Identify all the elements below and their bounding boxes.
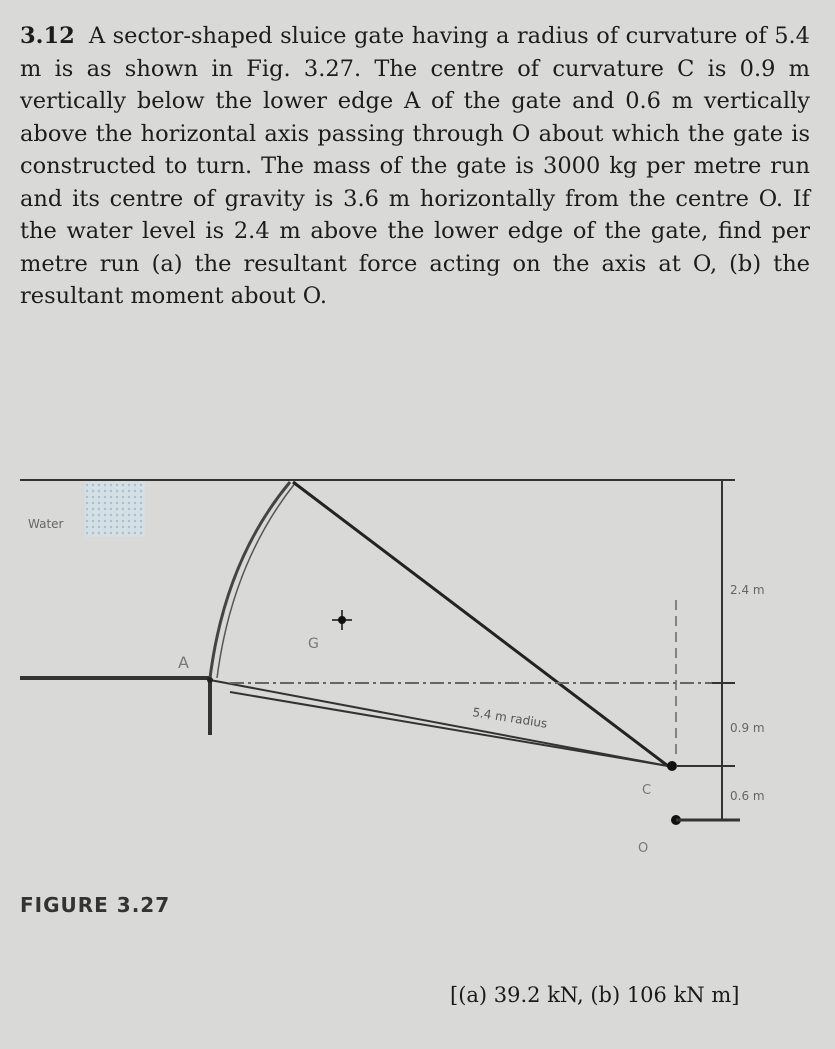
- answer-text: [(a) 39.2 kN, (b) 106 kN m]: [450, 983, 740, 1007]
- problem-number: 3.12: [20, 23, 75, 49]
- gate-curved-face-inner: [217, 482, 296, 678]
- water-label: Water: [28, 517, 64, 531]
- dim-2-4-label: 2.4 m: [730, 583, 765, 597]
- radius-line: [230, 692, 668, 766]
- point-c-label: C: [642, 783, 652, 798]
- water-hatch: [85, 482, 145, 537]
- point-a-marker: [207, 677, 213, 683]
- figure-caption: FIGURE 3.27: [20, 893, 171, 917]
- problem-text: A sector-shaped sluice gate having a radius of curvature of 5.4 m is as shown in Fig. 3.27. The centre of curvature C is 0.9 m vertically below the lower edge A of the gate and 0.6 m vertically above the horizontal axis passing through O about which the gate is constructed to turn. The mass of the gate is 3000 kg per metre run and its centre of gravity is 3.6 m horizontally from the centre O. If the water level is 2.4 m above the lower edge of the gate, find per metre run (a) the resultant force acting on the axis at O, (b) the resultant moment about O.: [20, 23, 810, 309]
- dim-0-9-label: 0.9 m: [730, 721, 765, 735]
- radius-label: 5.4 m radius: [471, 705, 549, 731]
- problem-statement: [20, 20, 810, 313]
- sluice-gate-diagram: [0, 470, 835, 880]
- gate-upper-arm: [293, 482, 668, 766]
- gate-lower-arm: [210, 680, 668, 766]
- point-a-label: A: [178, 653, 189, 672]
- point-o-label: O: [638, 841, 649, 856]
- point-g-label: G: [308, 636, 319, 652]
- point-c-marker: [667, 761, 677, 771]
- dim-0-6-label: 0.6 m: [730, 789, 765, 803]
